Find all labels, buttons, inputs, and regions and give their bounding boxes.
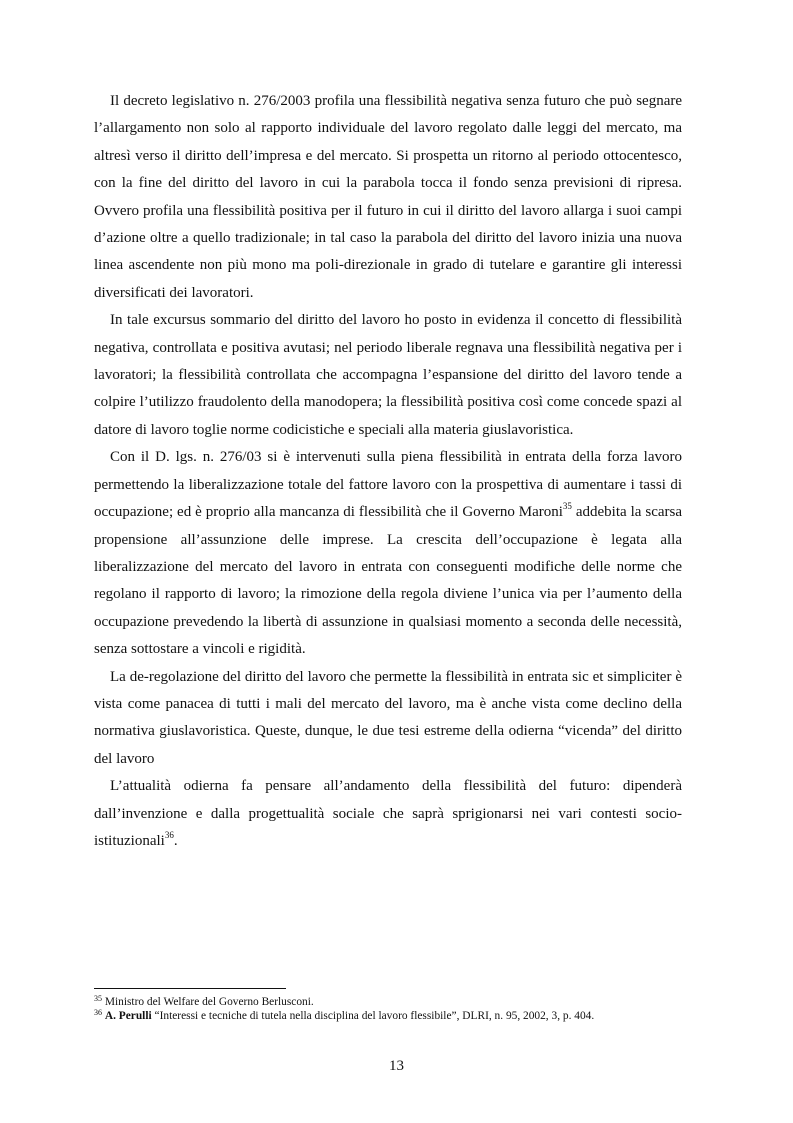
page-body [94,88,682,855]
paragraph-2: In tale excursus sommario del diritto del lavoro ho posto in evidenza il concetto di flessibilità negativa, controllata e positiva avutasi; nel periodo liberale regnava una flessibilità negativa per i lavoratori; la flessibilità controllata che accompagna l’espansione del diritto del lavoro tende a colpire l’utilizzo fraudolento della manodopera; la flessibilità positiva così come concede spazi al datore di lavoro toglie norme codicistiche e speciali alla materia giuslavoristica. [94,312,682,438]
paragraph-4: La de-regolazione del diritto del lavoro che permette la flessibilità in entrata sic et simpliciter è vista come panacea di tutti i mali del mercato del lavoro, ma è anche vista come declino della normativa giuslavoristica. Queste, dunque, le due tesi estreme della odierna “vicenda” del diritto del lavoro [94,668,682,767]
footnote-text: Ministro del Welfare del Governo Berlusconi. [102,996,314,1008]
footnote-number: 36 [94,1007,102,1017]
footnote-ref-35[interactable]: 35 [562,501,572,512]
page-number: 13 [389,1058,404,1074]
paragraph-5-text-start: L’attualità odierna fa pensare all’andamento della flessibilità del futuro: dipenderà dall’invenzione e dalla progettualità sociale che saprà sprigionarsi nei vari contesti socio-istituzionali [94,778,682,849]
paragraph-5-text-end: . [173,832,178,849]
paragraph-5 [94,773,682,855]
footnote-36 [94,1007,694,1024]
footnote-author: A. Perulli [104,1009,152,1022]
footnote-ref-36[interactable]: 36 [164,829,174,840]
paragraph-3 [94,444,682,663]
footnotes [94,988,694,1023]
paragraph-3-text-start: Con il D. lgs. n. 276/03 si è intervenuti sulla piena flessibilità in entrata della forza lavoro permettendo la liberalizzazione totale del fattore lavoro con la prospettiva di aumentare i tassi di occupazione; ed è proprio alla mancanza di flessibilità che il Governo Maroni [94,449,682,521]
footnote-text: “Interessi e tecniche di tutela nella disciplina del lavoro flessibile”, DLRI, n. 95, 2002, 3, p. 404. [151,1009,595,1022]
footnote-separator [94,988,286,989]
footnote-number: 35 [94,994,102,1003]
paragraph-1: Il decreto legislativo n. 276/2003 profila una flessibilità negativa senza futuro che può segnare l’allargamento non solo al rapporto individuale del lavoro regolato dalle leggi del mercato, ma altresì verso il diritto dell’impresa e del mercato. Si prospetta un ritorno al periodo ottocentesco, con la fine del diritto del lavoro in cui la parabola tocca il fondo senza previsioni di ripresa. Ovvero profila una flessibilità positiva per il futuro in cui il diritto del lavoro allarga i suoi campi d’azione oltre a quello tradizionale; in tal caso la parabola del diritto del lavoro inizia una nuova linea ascendente non più mono ma poli-direzionale in grado di tutelare e garantire gli interessi diversificati dei lavoratori. [94,93,682,301]
paragraph-3-text-end: addebita la scarsa propensione all’assunzione delle imprese. La crescita dell’occupazione è legata alla liberalizzazione del mercato del lavoro in entrata con conseguenti modifiche delle norme che regolano il rapporto di lavoro; la rimozione della regola diviene l’unica via per l’aumento della occupazione prevedendo la libertà di assunzione in qualsiasi momento a seconda delle necessità, senza sottostare a vincoli e rigidità. [94,504,682,658]
footnote-35 [94,996,694,1010]
